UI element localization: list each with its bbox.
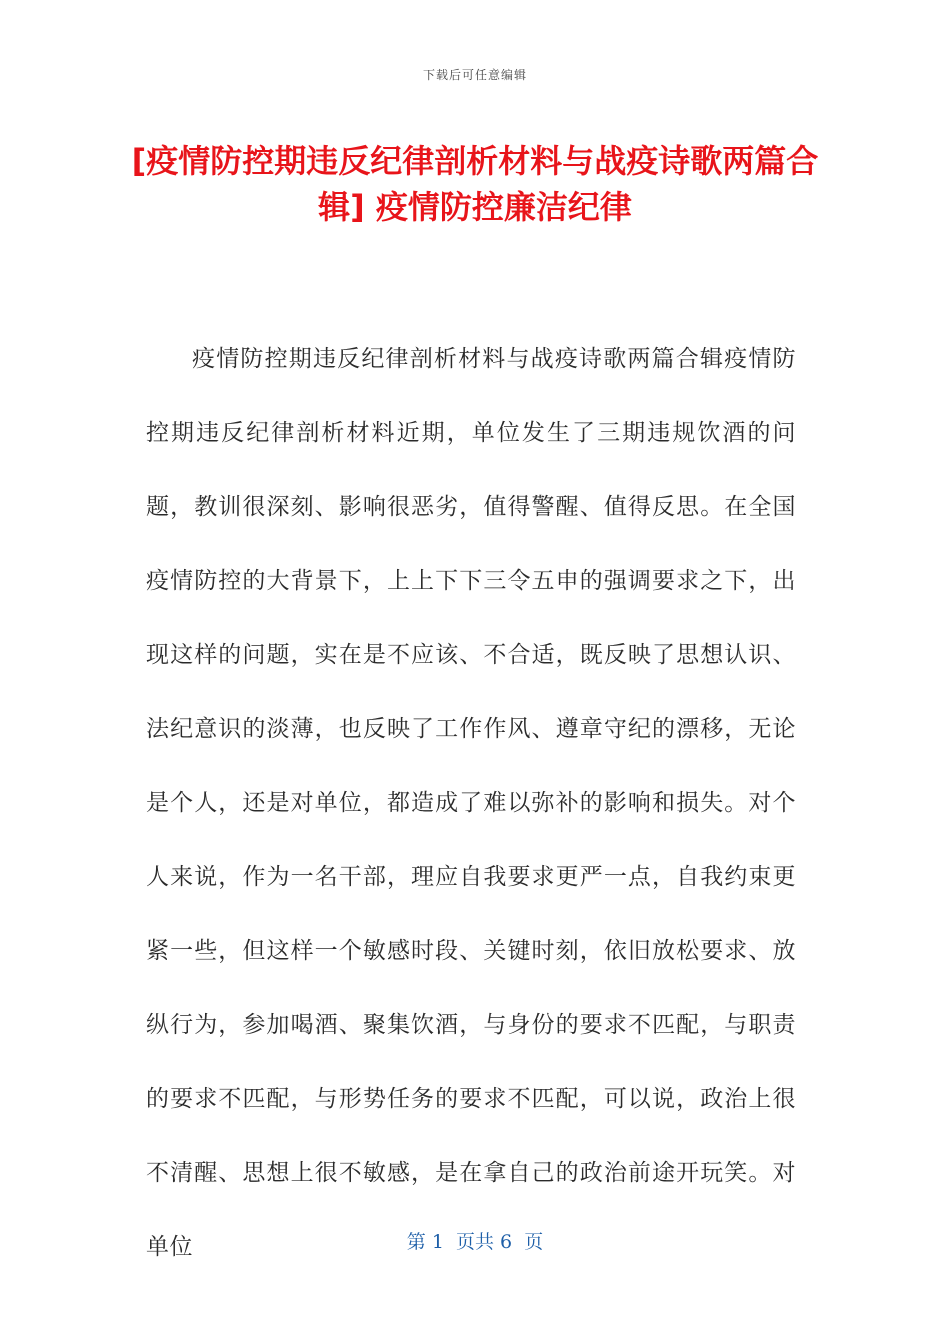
document-title: [疫情防控期违反纪律剖析材料与战疫诗歌两篇合辑] 疫情防控廉洁纪律: [131, 142, 819, 226]
header-note: 下载后可任意编辑: [422, 68, 527, 82]
page-number-footer: 第 1 页共 6 页: [406, 1231, 544, 1253]
body-paragraph: 疫情防控期违反纪律剖析材料与战疫诗歌两篇合辑疫情防控期违反纪律剖析材料近期，单位发生了三期违规饮酒的问题，教训很深刻、影响很恶劣，值得警醒、值得反思。在全国疫情防控的大背景下，上上下下三令五申的强调要求之下，出现这样的问题，实在是不应该、不合适，既反映了思想认识、法纪意识的淡薄，也反映了工作作风、遵章守纪的漂移，无论是个人，还是对单位，都造成了难以弥补的影响和损失。对个人来说，作为一名干部，理应自我要求更严一点，自我约束更紧一些，但这样一个敏感时段、关键时刻，依旧放松要求、放纵行为，参加喝酒、聚集饮酒，与身份的要求不匹配，与职责的要求不匹配，与形势任务的要求不匹配，可以说，政治上很不清醒、思想上很不敏感，是在拿自己的政治前途开玩笑。对单位: [146, 346, 796, 1260]
